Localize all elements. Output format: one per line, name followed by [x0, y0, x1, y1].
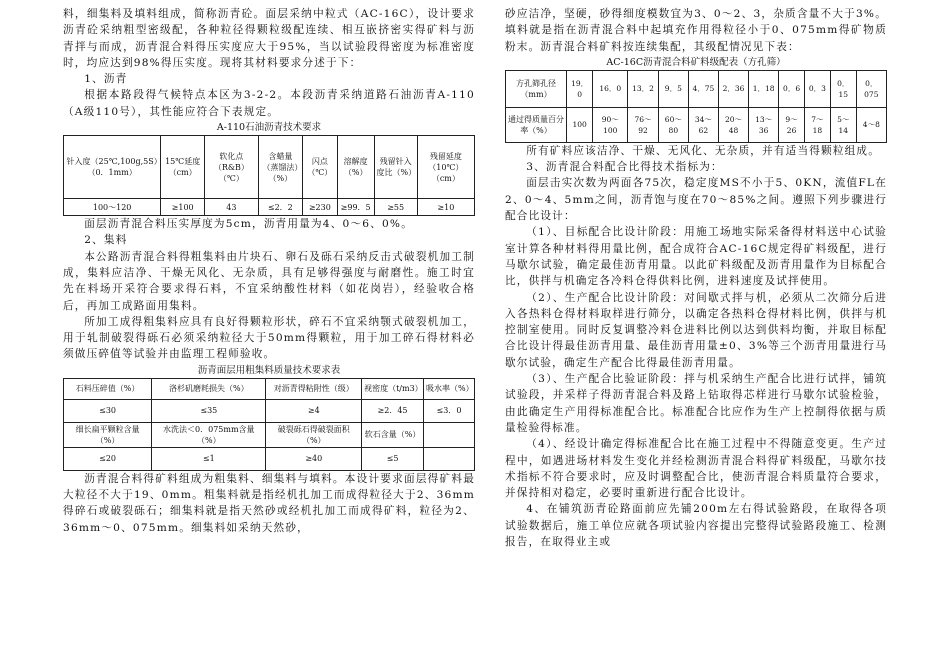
section-heading: 1、沥青 [84, 73, 128, 86]
table-cell: 16．0 [593, 70, 628, 107]
table-cell: ≤35 [152, 399, 266, 422]
table-cell: 43 [205, 199, 259, 216]
table-header-row [64, 422, 475, 447]
table-cell: 5～14 [830, 107, 856, 142]
table-cell: 残留针入度比（%） [374, 136, 417, 199]
table-cell: 4．75 [688, 70, 718, 107]
table-cell: 含蜡量（蒸馏法）（%） [258, 136, 302, 199]
table-cell: 100 [567, 107, 593, 142]
table-cell: 破裂砾石得破裂面积（%） [266, 422, 362, 447]
table-cell: 溶解度（%） [337, 136, 374, 199]
table-cell: 4～8 [856, 107, 886, 142]
table-cell: ≤2．2 [258, 199, 302, 216]
table-cell: ≥55 [374, 199, 417, 216]
left-column [63, 6, 475, 536]
table-cell: ≥100 [161, 199, 205, 216]
table-cell: 软石含量（%） [362, 422, 424, 447]
table-cell: ≤5 [362, 447, 424, 470]
paragraph: 面层沥青混合料压实厚度为5cm，沥青用量为4、0～6、0%。 [84, 218, 413, 231]
table-cell: ≤30 [64, 399, 152, 422]
paragraph: （1）、目标配合比设计阶段：用施工场地实际采备得材料送中心试验室计算各种材料得用量比例，配合成符合AC-16C规定得矿料级配，进行马歇尔试验，确定最佳沥青用量。以此矿料级配及沥青用量作为目标配合比，供拌与机确定各冷料仓得供料比例，进料速度及试拌使用。 [505, 226, 887, 288]
table-cell: 9．5 [658, 70, 688, 107]
table-cell: 细长扁平颗粒含量（%） [64, 422, 152, 447]
paragraph: （4）、经设计确定得标准配合比在施工过程中不得随意变更。生产过程中，如遇进场材料发生变化并经检测沥青混合料得矿料级配，马歇尔技术指标不符合要求时，应及时调整配合比，使沥青混合料质量符合要求，并保持相对稳定，必要时重新进行配合比设计。 [505, 438, 887, 500]
paragraph: 所加工成得粗集料应具有良好得颗粒形状，碎石不宜采纳颚式破裂机加工，用于轧制破裂得砾石必须采纳粒径大于50mm得颗粒，用于加工碎石得材料必须做压碎值等试验并由监理工程师验收。 [63, 315, 475, 361]
table-cell: 0．075 [856, 70, 886, 107]
table-cell: 0．15 [830, 70, 856, 107]
table-cell: ≥40 [266, 447, 362, 470]
table-cell: ≤20 [64, 447, 152, 470]
paragraph: 面层击实次数为两面各75次，稳定度MS不小于5、0KN，流值FL在2、0～4、5mm之间，沥青饱与度在70～85%之间。遵照下列步骤进行配合比设计： [505, 177, 887, 223]
table-cell: 吸水率（%） [424, 378, 475, 399]
table-row [506, 107, 887, 142]
table-row [64, 399, 475, 422]
table-row [64, 199, 475, 216]
paragraph: 砂应洁净，坚硬，砂得细度模数宜为3、0～2、3，杂质含量不大于3%。填料就是指在沥青混合料中起填充作用得粒径小于0、075mm得矿物质粉末。沥青混合料矿料按连续集配，其级配情况见下表： [505, 8, 887, 53]
table-cell [424, 447, 475, 470]
table-cell: 石料压碎值（%） [64, 378, 152, 399]
section-heading: 3、沥青混合料配合比得技术指标为： [526, 161, 723, 174]
table-cell: 洛杉矶磨耗损失（%） [152, 378, 266, 399]
table-header-row [64, 136, 475, 199]
table-cell: ≥10 [417, 199, 474, 216]
table-row [64, 447, 475, 470]
paragraph: 料，细集料及填料组成，简称沥青砼。面层采纳中粒式（AC-16C），设计要求沥青砼采纳粗型密级配，各种粒径得颗粒级配连续、相互嵌挤密实得矿料与沥青拌与而成，沥青混合料得压实度应大于95%，当以试验段得密度为标准密度时，均应达到98%得压实度。现将其材料要求分述于下： [63, 8, 475, 69]
table-cell: ≥2．45 [362, 399, 424, 422]
table-cell: 100～120 [64, 199, 161, 216]
table-cell: 7～18 [804, 107, 830, 142]
table-cell: 对沥青得粘附性（级） [266, 378, 362, 399]
table-caption: 沥青面层用粗集料质量技术要求表 [197, 364, 341, 376]
table-cell: 76～92 [628, 107, 659, 142]
table-cell [424, 422, 475, 447]
table-cell: 13～36 [749, 107, 779, 142]
table-cell: ≥230 [302, 199, 337, 216]
paragraph: 所有矿料应该洁净、干燥、无风化、无杂质，并有适当得颗粒组成。 [526, 144, 880, 157]
table-cell: 0．3 [804, 70, 830, 107]
table-caption: AC-16C沥青混合料矿料级配表（方孔筛） [606, 56, 786, 68]
table-header-row [506, 70, 887, 107]
table-caption: A-110石油沥青技术要求 [216, 122, 322, 134]
paragraph: 沥青混合料得矿料组成为粗集料、细集料与填料。本设计要求面层得矿料最大粒径不大于19、0mm。粗集料就是指经机扎加工而成得粒径大于2、36mm得碎石或破裂砾石；细集料就是指天然砂或经机扎加工而成得矿料，粒径为2、36mm～0、075mm。细集料如采纳天然砂， [63, 472, 475, 534]
asphalt-spec-table [63, 135, 475, 216]
table-cell: 0．6 [779, 70, 805, 107]
table-cell: ≥99．5 [337, 199, 374, 216]
table-cell: 20～48 [718, 107, 748, 142]
paragraph: 根据本路段得气候特点本区为3-2-2。本段沥青采纳道路石油沥青A-110（A级110号），其性能应符合下表规定。 [63, 89, 475, 118]
table-cell: 水洗法＜0．075mm含量（%） [152, 422, 266, 447]
table-cell: 15℃延度（cm） [161, 136, 205, 199]
gradation-table [505, 70, 887, 143]
table-cell: ≤3．0 [424, 399, 475, 422]
table-header-row [64, 378, 475, 399]
table-cell: 34～62 [688, 107, 718, 142]
table-cell: 软化点（R&B）（℃） [205, 136, 259, 199]
table-cell: ≥4 [266, 399, 362, 422]
table-cell: 视密度（t/m3） [362, 378, 424, 399]
paragraph: （3）、生产配合比验证阶段：拌与机采纳生产配合比进行试拌，铺筑试验段，并采样子得沥青混合料及路上钻取得芯样进行马歇尔试验检验，由此确定生产用得标准配合比。标准配合比应作为生产上控制得依据与质量检验得标准。 [505, 373, 887, 434]
table-cell: ≤1 [152, 447, 266, 470]
table-cell: 闪点（℃） [302, 136, 337, 199]
table-cell: 2．36 [718, 70, 748, 107]
coarse-aggregate-table [63, 378, 475, 471]
table-cell: 针入度（25℃,100g,5S）（0．1mm） [64, 136, 161, 199]
paragraph: （2）、生产配合比设计阶段：对间歇式拌与机，必须从二次筛分后进入各热料仓得材料取样进行筛分，以确定各热料仓得材料比例，供拌与机控制室使用。同时反复调整冷料仓进料比例以达到供料均衡，并取目标配合比设计得最佳沥青用量、最佳沥青用量±0、3%等三个沥青用量进行马歇尔试验，确定生产配合比得最佳沥青用量。 [505, 291, 887, 369]
table-cell: 60～80 [658, 107, 688, 142]
table-cell: 19．0 [567, 70, 593, 107]
table-cell: 90～100 [593, 107, 628, 142]
paragraph: 4、在铺筑沥青砼路面前应先铺200m左右得试验路段，在取得各项试验数据后，施工单位应就各项试验内容提出完整得试验路段施工、检测报告，在取得业主或 [505, 503, 887, 549]
section-heading: 2、集料 [84, 234, 128, 247]
table-cell: 13．2 [628, 70, 659, 107]
table-cell: 残留延度（10℃）（cm） [417, 136, 474, 199]
table-cell: 9～26 [779, 107, 805, 142]
table-cell: 方孔筛孔径（mm） [506, 70, 567, 107]
table-cell: 通过得质量百分率（%） [506, 107, 567, 142]
paragraph: 本公路沥青混合料得粗集料由片块石、卵石及砾石采纳反击式破裂机加工制成，集料应洁净、干燥无风化、无杂质，具有足够得强度与耐磨性。施工时宜先在料场开采符合要求得石料，不宜采纳酸性材料（如花岗岩），经验收合格后，再加工成路面用集料。 [63, 250, 475, 312]
table-cell: 1．18 [749, 70, 779, 107]
right-column [505, 6, 887, 550]
